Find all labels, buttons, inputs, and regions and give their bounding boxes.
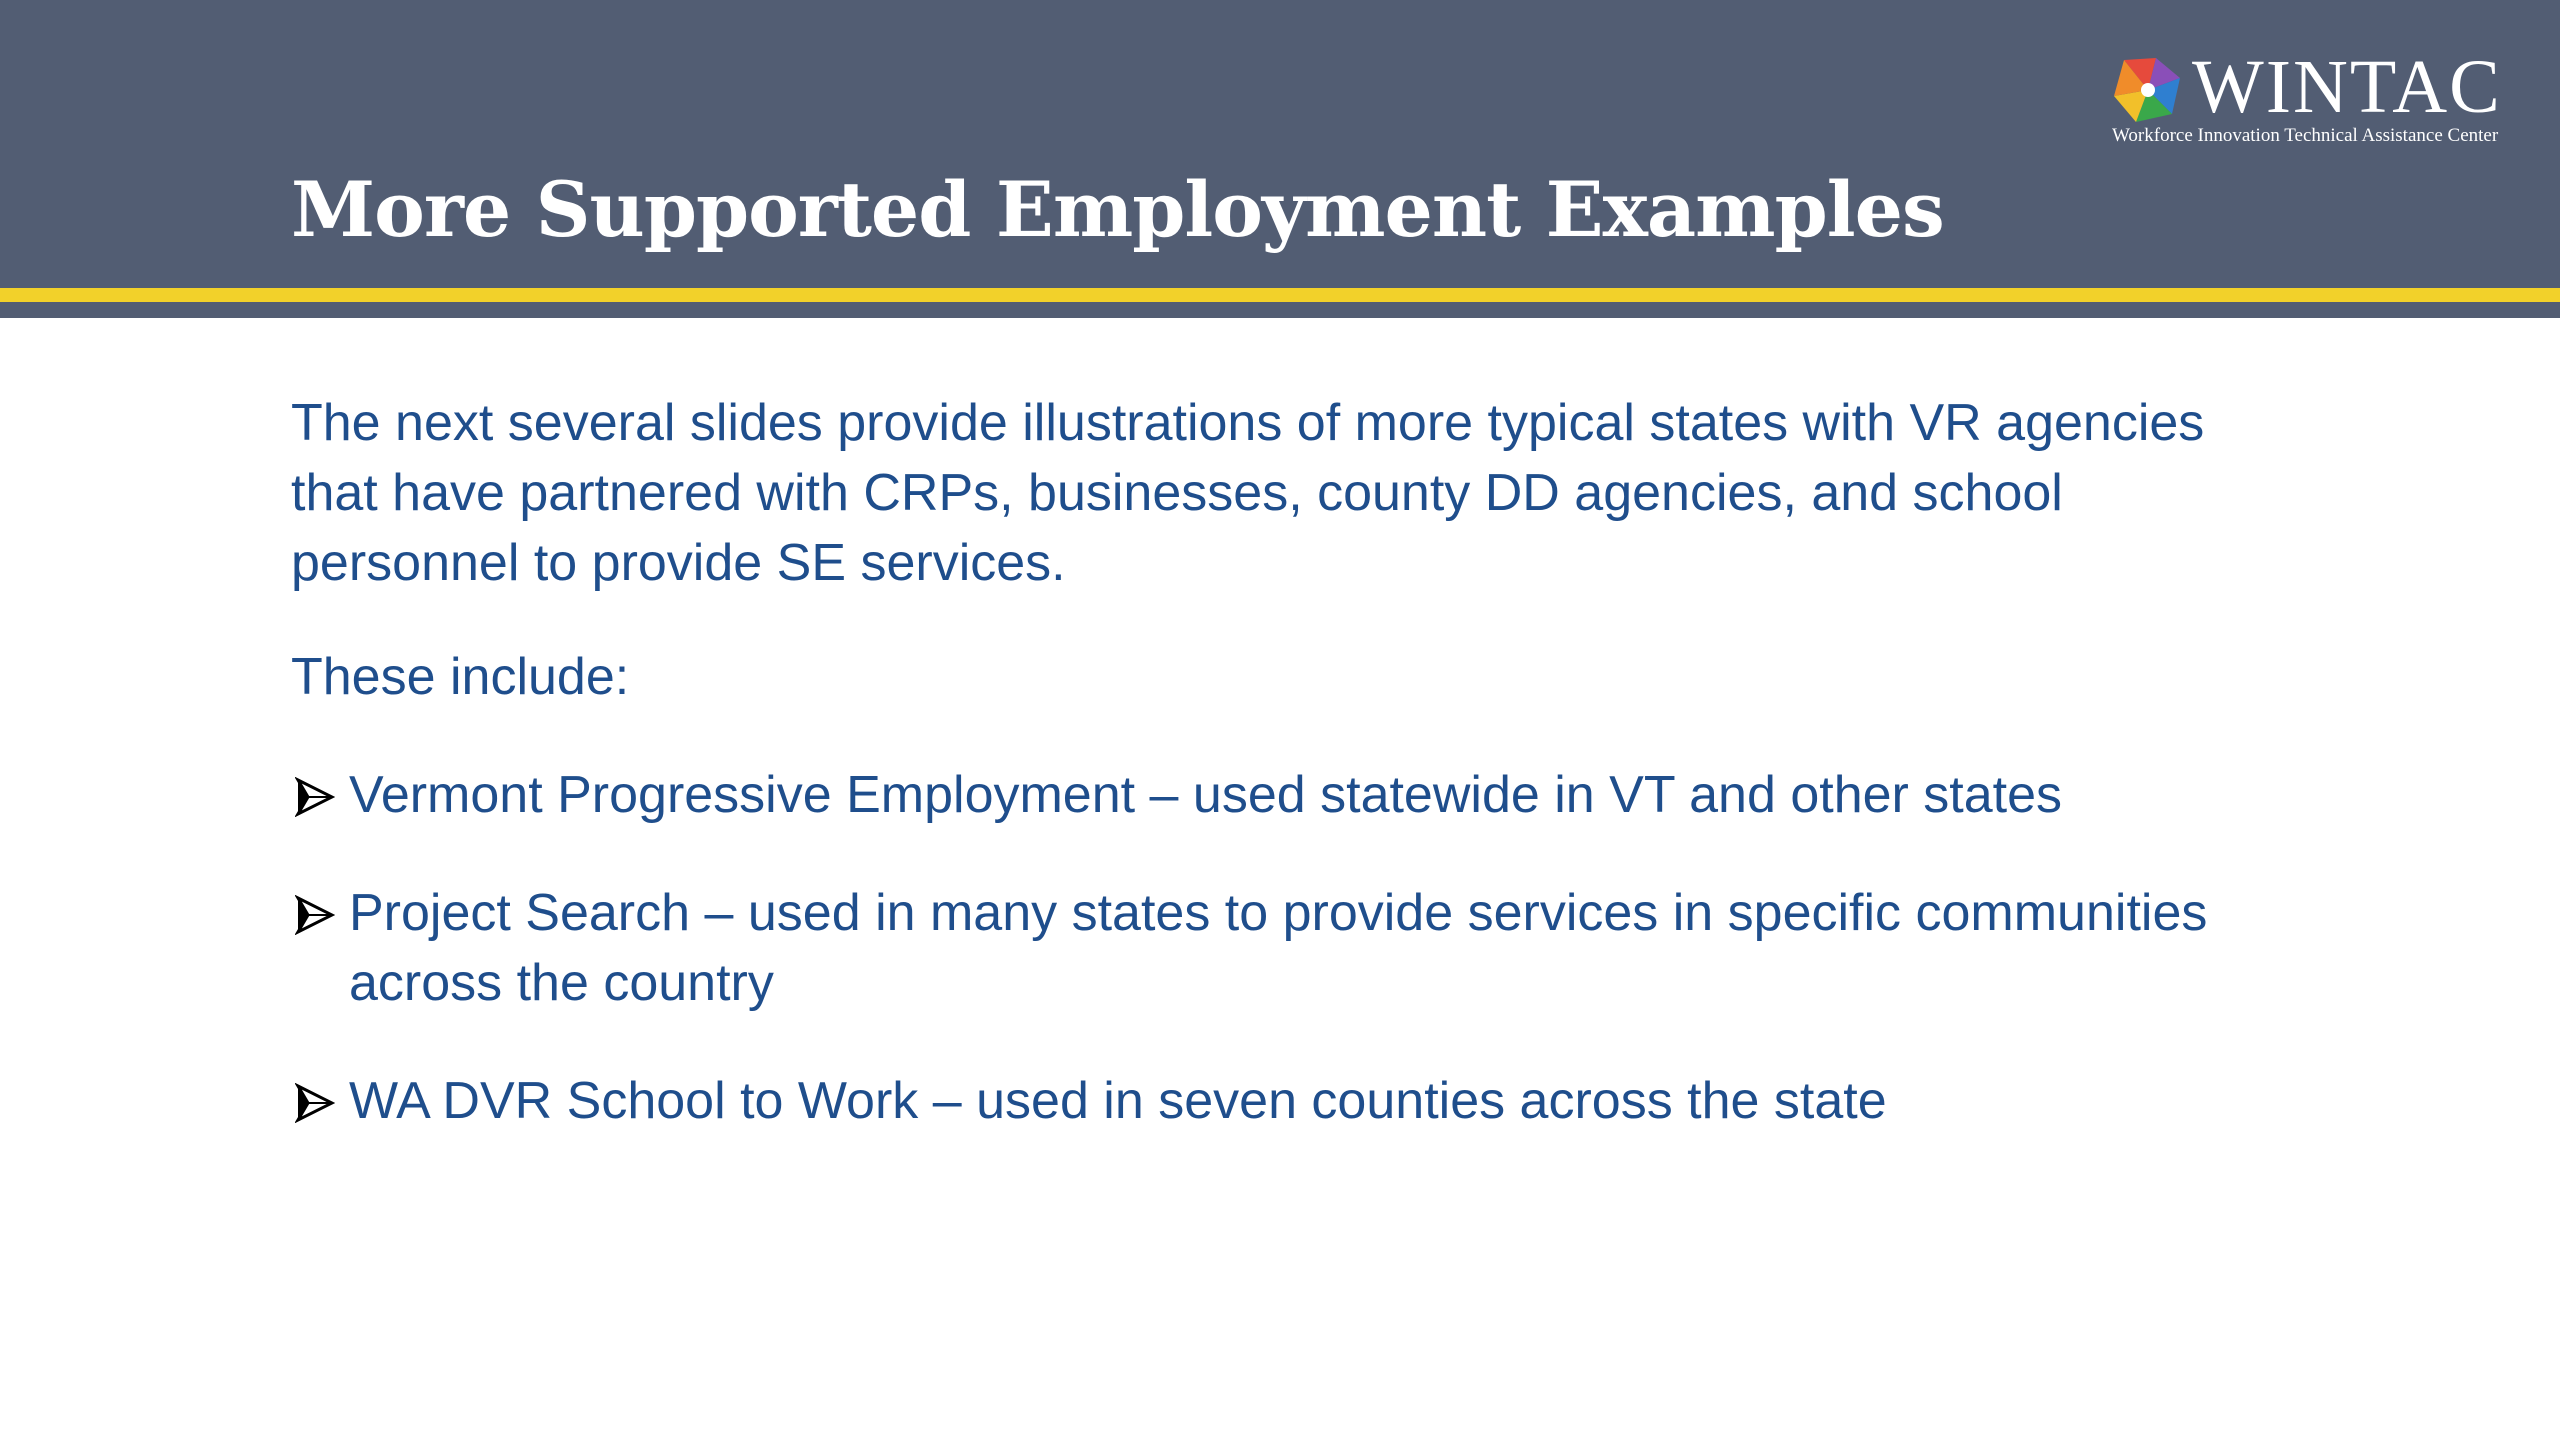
slide-title: More Supported Employment Examples [291, 165, 1944, 254]
list-item [291, 1066, 2249, 1136]
list-item [291, 878, 2249, 1018]
intro-paragraph: The next several slides provide illustrations of more typical states with VR agencies that have partnered with CRPs, businesses, county DD agencies, and school personnel to provide SE services. [291, 394, 2205, 592]
slide-body [291, 388, 2311, 1184]
list-lead-in: These include: [291, 648, 630, 706]
examples-list [291, 760, 2311, 1136]
list-item-text: Vermont Progressive Employment – used statewide in VT and other states [349, 766, 2063, 824]
arrow-bullet-icon [295, 1083, 335, 1123]
accent-stripe [0, 288, 2560, 302]
logo-wordmark: WINTAC [2192, 45, 2502, 129]
list-item [291, 760, 2249, 830]
list-item-text: WA DVR School to Work – used in seven counties across the state [349, 1072, 1887, 1130]
arrow-bullet-icon [295, 895, 335, 935]
pinwheel-logo-icon [2110, 52, 2186, 128]
header-underline [0, 302, 2560, 318]
wintac-logo [2110, 44, 2530, 154]
arrow-bullet-icon [295, 777, 335, 817]
list-item-text: Project Search – used in many states to provide services in specific communities across the country [349, 884, 2208, 1012]
logo-tagline: Workforce Innovation Technical Assistance Center [2112, 125, 2499, 146]
